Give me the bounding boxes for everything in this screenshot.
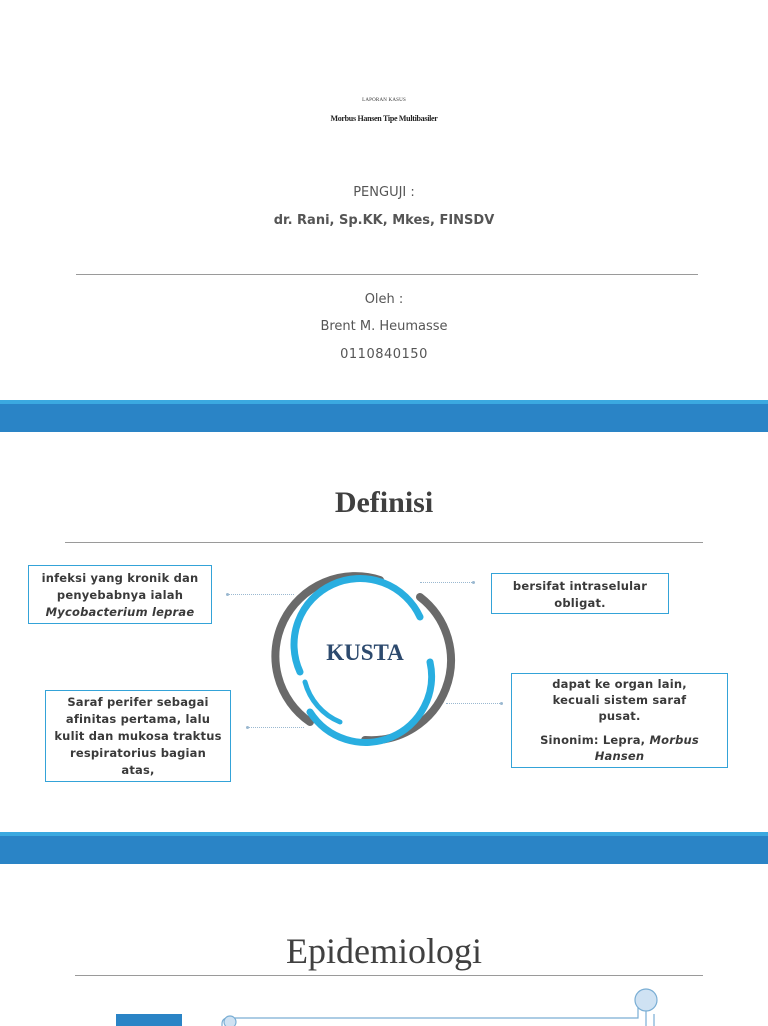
box-line: penyebabnya ialah: [56, 588, 184, 602]
box-line: infeksi yang kronik dan: [41, 571, 199, 585]
box-line: atas,: [121, 763, 155, 777]
definition-box-bottom-left: [45, 690, 231, 782]
definisi-title: Definisi: [334, 486, 434, 519]
connector-dot: [472, 581, 475, 584]
student-id: 0110840150: [340, 347, 428, 362]
box-line: respiratorius bagian: [69, 746, 207, 760]
author-name: Brent M. Heumasse: [320, 319, 448, 334]
title-divider: [76, 274, 698, 275]
box-line: dapat ke organ lain,: [552, 677, 687, 691]
slide-kicker: LAPORAN KASUS: [362, 98, 406, 103]
connector-dot: [500, 702, 503, 705]
connector-bottom-right: [446, 703, 502, 704]
connector-dot: [226, 593, 229, 596]
box-line-italic: Mycobacterium leprae: [45, 605, 195, 619]
box-line: Saraf perifer sebagai: [67, 695, 209, 709]
slide-separator: [0, 832, 768, 864]
penguji-label: PENGUJI :: [353, 185, 415, 200]
synonym-line: Sinonim: Lepra, Morbus: [540, 733, 699, 747]
connector-dot: [246, 726, 249, 729]
box-line: kulit dan mukosa traktus: [54, 729, 222, 743]
connector-top-left: [228, 594, 294, 595]
box-line: afinitas pertama, lalu: [65, 712, 211, 726]
box-line: pusat.: [598, 709, 641, 723]
epidemiologi-divider: [75, 975, 703, 976]
connector-bottom-left: [248, 727, 304, 728]
kusta-center-label: KUSTA: [326, 640, 404, 665]
box-line: kecuali sistem saraf: [552, 693, 687, 707]
synonym-line-2: Hansen: [594, 749, 645, 763]
definition-box-bottom-right: [511, 673, 728, 768]
penguji-name: dr. Rani, Sp.KK, Mkes, FINSDV: [273, 213, 495, 228]
blue-bullet-block: [116, 1014, 182, 1026]
definition-box-top-right: [491, 573, 669, 614]
definisi-divider: [65, 542, 703, 543]
definition-box-top-left: [28, 565, 212, 624]
scroll-banner-graphic: [218, 986, 662, 1026]
epidemiologi-title: Epidemiologi: [286, 931, 482, 971]
connector-top-right: [420, 582, 474, 583]
slide-separator: [0, 400, 768, 432]
title-slide: [0, 0, 768, 400]
slide-title: Morbus Hansen Tipe Multibasiler: [330, 114, 438, 123]
box-line: obligat.: [554, 596, 606, 610]
oleh-label: Oleh :: [364, 292, 404, 307]
box-line: bersifat intraselular: [512, 579, 648, 593]
